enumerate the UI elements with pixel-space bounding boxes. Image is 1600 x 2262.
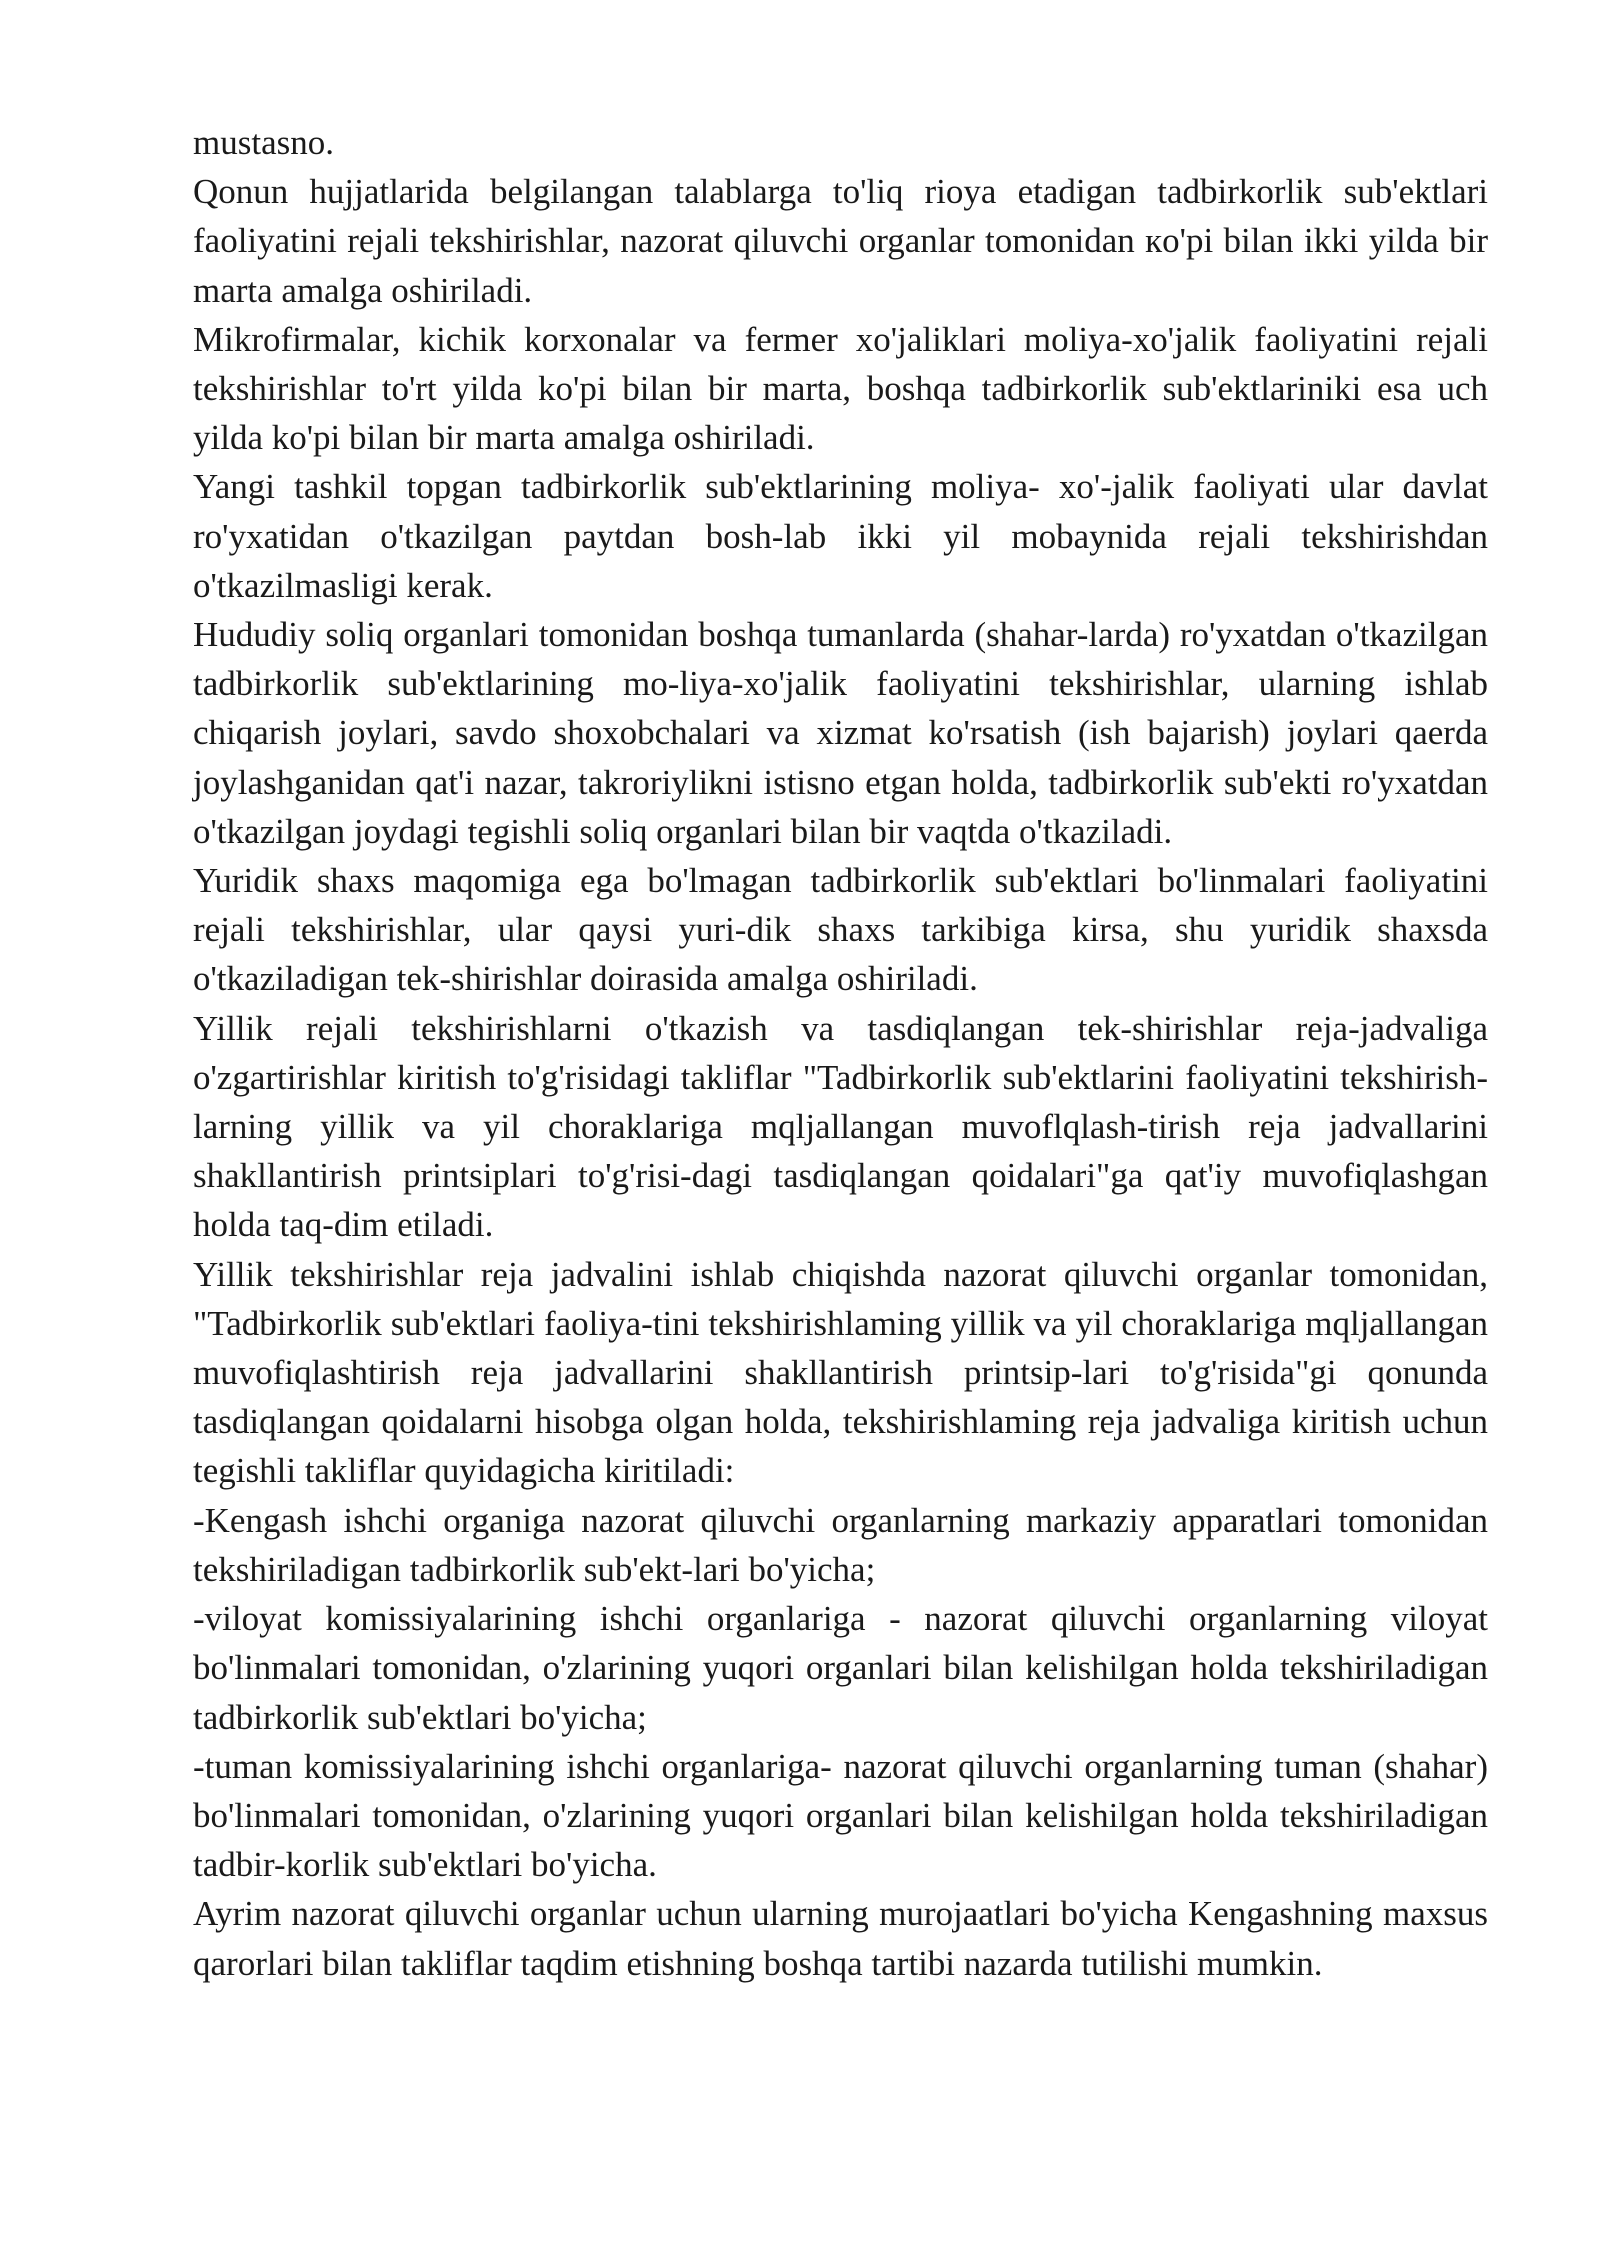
paragraph-7: Yillik rejali tekshirishlarni o'tkazish va tasdiqlangan tek-shirishlar reja-jadvaliga o'zgartirishlar kiritish to'g'risidagi takliflar "Tadbirkorlik sub'ektlarini faoliyatini tekshirish-larning yillik va yil choraklariga mqljallangan muvoflqlash-tirish reja jadvallarini shakllantirish printsiplari to'g'risi-dagi tasdiqlangan qoidalari"ga qat'iy muvofiqlashgan holda taq-dim etiladi. bbox=[193, 1008, 1488, 1245]
list-item-tuman: -tuman komissiyalarining ishchi organlariga- nazorat qiluvchi organlarning tuman (shahar) bo'linmalari tomonidan, o'zlarining yuqori organlari bilan kelishilgan holda tekshiriladigan tadbir-korlik sub'ektlari bo'yicha. bbox=[193, 1746, 1488, 1885]
document-body bbox=[193, 118, 1488, 1988]
list-item-viloyat: -viloyat komissiyalarining ishchi organlariga - nazorat qiluvchi organlarning viloyat bo'linmalari tomonidan, o'zlarining yuqori organlari bilan kelishilgan holda tekshiriladigan tadbirkorlik sub'ektlari bo'yicha; bbox=[193, 1599, 1488, 1737]
paragraph-5: Hududiy soliq organlari tomonidan boshqa tumanlarda (shahar-larda) ro'yxatdan o'tkazilgan tadbirkorlik sub'ektlarining mo-liya-xo'jalik faoliyatini tekshirishlar, ularning ishlab chiqarish joylari, savdo shoxobchalari va xizmat ko'rsatish (ish bajarish) joylari qaerda joylashganidan qat'i nazar, takroriylikni istisno etgan holda, tadbirkorlik sub'ekti ro'yxatdan o'tkazilgan joydagi tegishli soliq organlari bilan bir vaqtda o'tkaziladi. bbox=[193, 615, 1488, 851]
paragraph-6: Yuridik shaxs maqomiga ega bo'lmagan tadbirkorlik sub'ektlari bo'linmalari faoliyatini rejali tekshirishlar, ular qaysi yuri-dik shaxs tarkibiga kirsa, shu yuridik shaxsda o'tkaziladigan tek-shirishlar doirasida amalga oshiriladi. bbox=[193, 861, 1488, 999]
paragraph-4: Yangi tashkil topgan tadbirkorlik sub'ektlarining moliya- xo'-jalik faoliyati ular davlat ro'yxatidan o'tkazilgan paytdan bosh-lab ikki yil mobaynida rejali tekshirishdan o'tkazilmasligi kerak. bbox=[193, 467, 1488, 605]
list-item-kengash: -Kengash ishchi organiga nazorat qiluvchi organlarning markaziy apparatlari tomonidan tekshiriladigan tadbirkorlik sub'ekt-lari bo'yicha; bbox=[193, 1500, 1488, 1589]
paragraph-3: Mikrofirmalar, kichik korxonalar va fermer xo'jaliklari moliya-xo'jalik faoliyatini rejali tekshirishlar to'rt yilda ko'pi bilan bir marta, boshqa tadbirkorlik sub'ektlariniki esa uch yilda ko'pi bilan bir marta amalga oshiriladi. bbox=[193, 319, 1488, 458]
paragraph-1: mustasno. bbox=[193, 123, 334, 162]
paragraph-final: Ayrim nazorat qiluvchi organlar uchun ularning murojaatlari bo'yicha Kengashning maxsus qarorlari bilan takliflar taqdim etishning boshqa tartibi nazarda tutilishi mumkin. bbox=[193, 1894, 1488, 1983]
paragraph-2: Qonun hujjatlarida belgilangan talablarga to'liq rioya etadigan tadbirkorlik sub'ektlari faoliyatini rejali tekshirishlar, nazorat qiluvchi organlar tomonidan кo'pi bilan ikki yilda bir marta amalga oshiriladi. bbox=[193, 172, 1488, 310]
paragraph-8: Yillik tekshirishlar reja jadvalini ishlab chiqishda nazorat qiluvchi organlar tomonidan, "Tadbirkorlik sub'ektlari faoliya-tini tekshirishlaming yillik va yil choraklariga mqljallangan muvofiqlashtirish reja jadvallarini shakllantirish printsip-lari to'g'risida"gi qonunda tasdiqlangan qoidalarni hisobga olgan holda, tekshirishlaming reja jadvaliga kiritish uchun tegishli takliflar quyidagicha kiritiladi: bbox=[193, 1254, 1488, 1491]
